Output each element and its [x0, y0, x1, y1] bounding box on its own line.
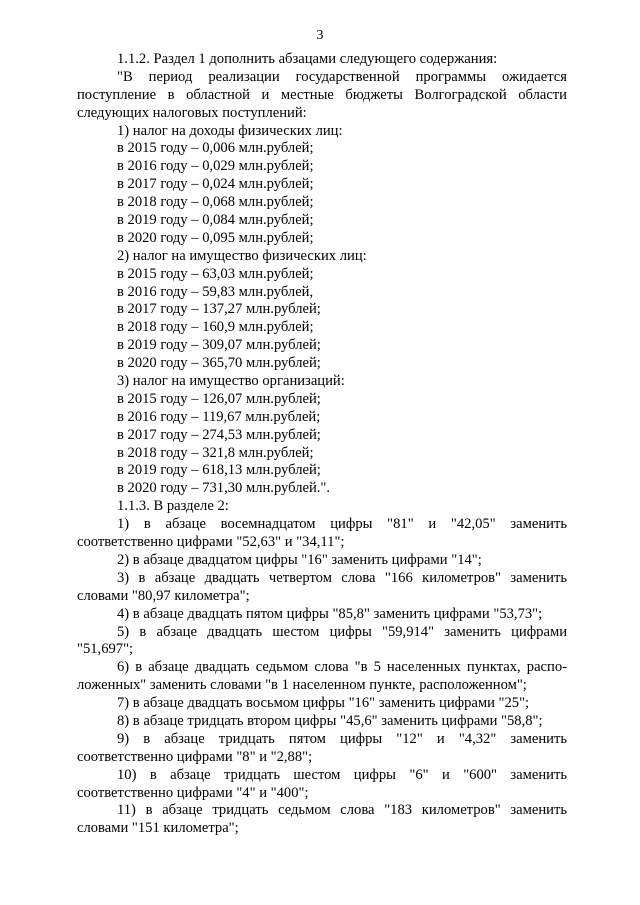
text-line: "51,697";: [77, 641, 134, 658]
text-line: соответственно цифрами "8" и "2,88";: [77, 748, 313, 765]
text-line: поступление в областной и местные бюджеты Волгоградской области: [77, 86, 567, 103]
text-line: в 2017 году – 137,27 млн.рублей;: [117, 301, 321, 318]
text-line: 3) в абзаце двадцать четвертом слова "166 километров" заменить: [117, 569, 567, 586]
text-line: 2) налог на имущество физических лиц:: [117, 247, 367, 264]
text-line: 8) в абзаце тридцать втором цифры "45,6" заменить цифрами "58,8";: [117, 712, 543, 729]
text-line: 4) в абзаце двадцать пятом цифры "85,8" заменить цифрами "53,73";: [117, 605, 543, 622]
text-line: в 2015 году – 63,03 млн.рублей;: [117, 265, 314, 282]
text-line: в 2016 году – 0,029 млн.рублей;: [117, 158, 314, 175]
text-line: 1) налог на доходы физических лиц:: [117, 122, 343, 139]
text-line: в 2016 году – 119,67 млн.рублей;: [117, 408, 321, 425]
text-line: 1.1.2. Раздел 1 дополнить абзацами следующего содержания:: [117, 51, 498, 67]
text-line: 1.1.3. В разделе 2:: [117, 498, 229, 515]
text-line: "В период реализации государственной программы ожидается: [117, 68, 567, 85]
text-line: 11) в абзаце тридцать седьмом слова "183 километров" заменить: [117, 802, 567, 819]
text-line: 9) в абзаце тридцать пятом цифры "12" и "4,32" заменить: [117, 730, 567, 747]
text-line: в 2020 году – 0,095 млн.рублей;: [117, 229, 314, 246]
text-line: словами "80,97 километра";: [77, 587, 250, 604]
text-line: в 2019 году – 309,07 млн.рублей;: [117, 337, 321, 354]
text-line: в 2015 году – 126,07 млн.рублей;: [117, 390, 321, 407]
page-number: 3: [316, 28, 324, 43]
text-line: 5) в абзаце двадцать шестом цифры "59,914" заменить цифрами: [117, 623, 567, 640]
text-line: в 2018 году – 160,9 млн.рублей;: [117, 319, 314, 336]
text-line: в 2018 году – 321,8 млн.рублей;: [117, 444, 314, 461]
text-line: ложенных" заменить словами "в 1 населенном пункте, расположенном";: [77, 677, 527, 694]
text-line: соответственно цифрами "4" и "400";: [77, 784, 309, 801]
text-line: в 2018 году – 0,068 млн.рублей;: [117, 194, 314, 211]
text-line: следующих налоговых поступлений:: [77, 104, 307, 121]
text-line: в 2015 году – 0,006 млн.рублей;: [117, 140, 314, 157]
text-line: словами "151 километра";: [77, 820, 239, 837]
text-line: 6) в абзаце двадцать седьмом слова "в 5 населенных пунктах, распо-: [117, 659, 567, 676]
text-line: в 2019 году – 618,13 млн.рублей;: [117, 462, 321, 479]
text-line: 7) в абзаце двадцать восьмом цифры "16" заменить цифрами "25";: [117, 695, 530, 712]
text-line: 1) в абзаце восемнадцатом цифры "81" и "42,05" заменить: [117, 516, 567, 533]
text-line: 10) в абзаце тридцать шестом цифры "6" и "600" заменить: [117, 766, 567, 783]
text-line: 2) в абзаце двадцатом цифры "16" заменить цифрами "14";: [117, 551, 482, 568]
document-body: [77, 51, 567, 838]
text-line: в 2019 году – 0,084 млн.рублей;: [117, 212, 314, 229]
text-line: в 2017 году – 274,53 млн.рублей;: [117, 426, 321, 443]
text-line: в 2020 году – 731,30 млн.рублей.".: [117, 480, 331, 497]
text-line: в 2020 году – 365,70 млн.рублей;: [117, 355, 321, 372]
text-line: соответственно цифрами "52,63" и "34,11";: [77, 534, 345, 551]
text-line: 3) налог на имущество организаций:: [117, 373, 345, 390]
text-line: в 2017 году – 0,024 млн.рублей;: [117, 176, 314, 193]
text-line: в 2016 году – 59,83 млн.рублей,: [117, 283, 314, 300]
